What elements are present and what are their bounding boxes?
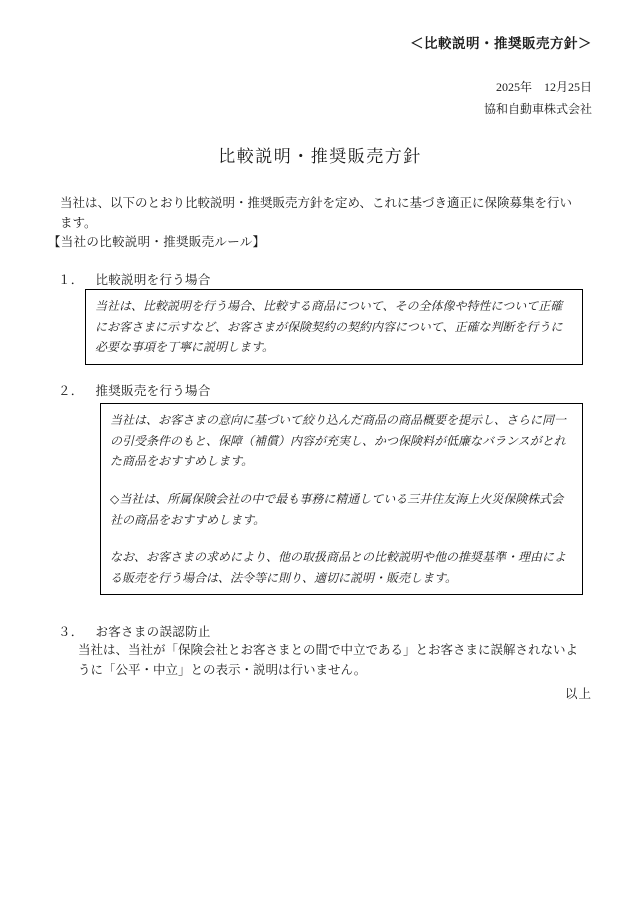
section-2-title: 推奨販売を行う場合 [95, 384, 211, 398]
document-meta [484, 76, 592, 120]
section-2-number: ２． [58, 384, 84, 398]
closing-text: 以上 [564, 687, 592, 701]
document-header-label: ＜比較説明・推奨販売方針＞ [410, 36, 592, 51]
section-3-number: ３． [58, 625, 84, 639]
section-1-heading [58, 270, 211, 288]
section-1-number: １． [58, 273, 84, 287]
document-date: 2025年 12月25日 [495, 80, 592, 94]
section-2-paragraph-1: 当社は、お客さまの意向に基づいて絞り込んだ商品の商品概要を提示し、さらに同一の引受条件のもと、保障（補償）内容が充実し、かつ保険料が低廉なバランスがとれた商品をおすすめします。 [110, 413, 567, 469]
rules-heading: 【当社の比較説明・推奨販売ルール】 [48, 235, 266, 249]
company-name: 協和自動車株式会社 [483, 102, 592, 117]
section-3-title: お客さまの誤認防止 [95, 625, 211, 639]
page-title: 比較説明・推奨販売方針 [218, 147, 422, 166]
section-2-heading [58, 381, 211, 399]
section-1-paragraph-1: 当社は、比較説明を行う場合、比較する商品について、その全体像や特性について正確にお客さまに示すなど、お客さまが保険契約の契約内容について、正確な判断を行うに必要な事項を丁寧に説明します。 [95, 299, 563, 355]
section-2-paragraph-2: ◇当社は、所属保険会社の中で最も事務に精通している三井住友海上火災保険株式会社の商品をおすすめします。 [110, 491, 564, 527]
section-2-paragraph-3: なお、お客さまの求めにより、他の取扱商品との比較説明や他の推奨基準・理由による販売を行う場合は、法令等に則り、適切に説明・販売します。 [110, 550, 567, 585]
intro-paragraph: 当社は、以下のとおり比較説明・推奨販売方針を定め、これに基づき適正に保険募集を行います。 [60, 196, 573, 230]
section-1-title: 比較説明を行う場合 [95, 273, 211, 287]
section-3-body: 当社は、当社が「保険会社とお客さまとの間で中立である」とお客さまに誤解されないように「公平・中立」との表示・説明は行いません。 [78, 643, 579, 678]
section-1-rule-box [85, 289, 583, 365]
section-2-rule-box [100, 403, 583, 595]
section-3-heading [58, 622, 211, 640]
